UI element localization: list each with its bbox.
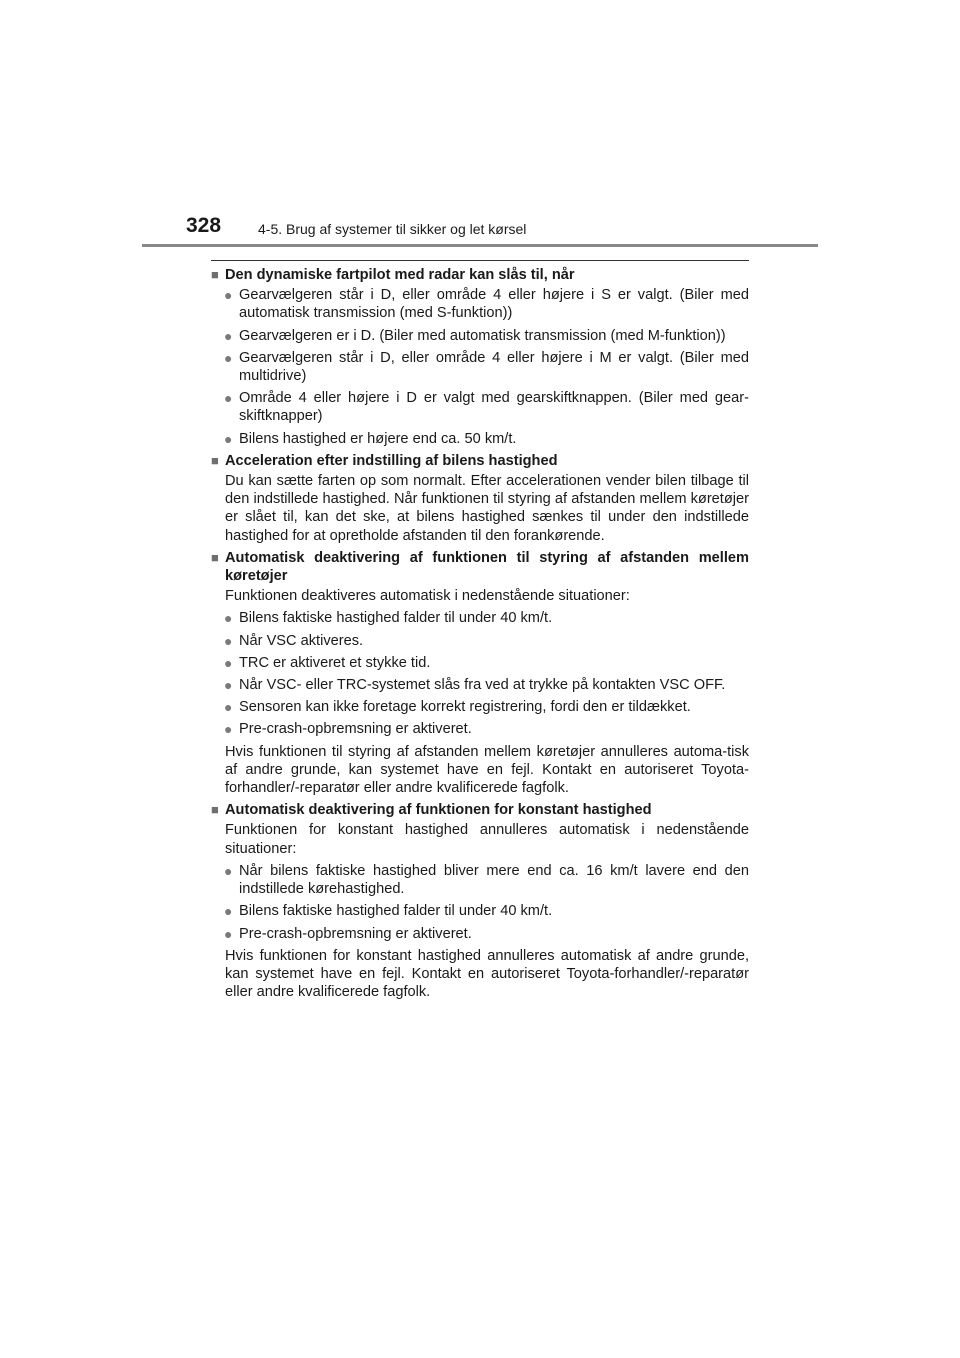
paragraph: Hvis funktionen for konstant hastighed annulleres automatisk af andre grunde, kan systemet have en fejl. Kontakt en autoriseret Toyota-forhandler/-reparatør eller andre kvalificerede fagfolk. (225, 947, 749, 1001)
round-bullet-icon: ● (224, 610, 233, 627)
section-heading (211, 452, 749, 470)
bullet-item (211, 286, 749, 322)
round-bullet-icon: ● (224, 390, 233, 407)
bullet-text: Når VSC- eller TRC-systemet slås fra ved at trykke på kontakten VSC OFF. (239, 677, 726, 694)
round-bullet-icon: ● (224, 903, 233, 920)
section-title: 4-5. Brug af systemer til sikker og let kørsel (258, 221, 527, 237)
round-bullet-icon: ● (224, 287, 233, 304)
bullet-item (211, 902, 749, 920)
bullet-item (211, 925, 749, 943)
bullet-item (211, 862, 749, 898)
paragraph: Funktionen deaktiveres automatisk i nedenstående situationer: (225, 588, 630, 605)
section-heading-text: Automatisk deaktivering af funktionen til styring af afstanden mellem køretøjer (225, 549, 749, 585)
round-bullet-icon: ● (224, 677, 233, 694)
bullet-item (211, 632, 749, 650)
bullet-text: Gearvælgeren står i D, eller område 4 eller højere i S er valgt. (Biler med automatisk transmission (med S-funktion)) (239, 287, 749, 322)
square-bullet-icon: ■ (211, 802, 219, 818)
bullet-text: Bilens hastighed er højere end ca. 50 km/t. (239, 430, 517, 447)
square-bullet-icon: ■ (211, 452, 219, 468)
round-bullet-icon: ● (224, 430, 233, 447)
page-header (0, 0, 960, 250)
bullet-item (211, 430, 749, 448)
section-heading (211, 266, 749, 284)
paragraph: Funktionen for konstant hastighed annulleres automatisk i nedenstående situationer: (225, 822, 749, 857)
section-heading-text: Acceleration efter indstilling af bilens hastighed (225, 452, 558, 469)
square-bullet-icon: ■ (211, 267, 219, 282)
bullet-text: Pre-crash-opbremsning er aktiveret. (239, 925, 472, 942)
header-divider (142, 244, 818, 247)
section-heading-text: Automatisk deaktivering af funktionen for konstant hastighed (225, 802, 652, 819)
bullet-item (211, 349, 749, 385)
round-bullet-icon: ● (224, 862, 233, 879)
section-heading (211, 549, 749, 585)
round-bullet-icon: ● (224, 327, 233, 344)
bullet-text: Når VSC aktiveres. (239, 632, 364, 649)
bullet-item (211, 327, 749, 345)
bullet-text: Bilens faktiske hastighed falder til under 40 km/t. (239, 903, 553, 920)
square-bullet-icon: ■ (211, 549, 219, 565)
section-block (211, 801, 749, 1001)
bullet-text: Gearvælgeren er i D. (Biler med automatisk transmission (med M-funktion)) (239, 327, 726, 344)
bullet-item (211, 720, 749, 738)
bullet-text: Sensoren kan ikke foretage korrekt registrering, fordi den er tildækket. (239, 699, 691, 716)
section-block (211, 452, 749, 545)
bullet-item (211, 609, 749, 627)
round-bullet-icon: ● (224, 699, 233, 716)
bullet-text: Når bilens faktiske hastighed bliver mere end ca. 16 km/t lavere end den indstillede kørehastighed. (239, 862, 749, 898)
round-bullet-icon: ● (224, 654, 233, 671)
round-bullet-icon: ● (224, 349, 233, 366)
paragraph: Hvis funktionen til styring af afstanden mellem køretøjer annulleres automa-tisk af andre grunde, kan systemet have en fejl. Kontakt en autoriseret Toyota-forhandler/-reparatør eller andre kvalificerede fagfolk. (225, 743, 749, 797)
bullet-text: Gearvælgeren står i D, eller område 4 eller højere i M er valgt. (Biler med multidrive) (239, 349, 749, 385)
bullet-text: Pre-crash-opbremsning er aktiveret. (239, 721, 472, 738)
bullet-item (211, 676, 749, 694)
page-content (211, 266, 749, 1005)
section-block (211, 549, 749, 797)
round-bullet-icon: ● (224, 632, 233, 649)
round-bullet-icon: ● (224, 925, 233, 942)
bullet-item (211, 698, 749, 716)
paragraph: Du kan sætte farten op som normalt. Efter accelerationen vender bilen tilbage til den indstillede hastighed. Når funktionen til styring af afstanden mellem køretøjer er slået til, kan det ske, at bilens hastighed sænkes til under den indstillede hastighed for at opretholde afstanden til den forankørende. (225, 473, 749, 544)
bullet-text: Bilens faktiske hastighed falder til under 40 km/t. (239, 610, 553, 627)
page-number: 328 (186, 214, 222, 237)
content-divider (211, 260, 749, 261)
bullet-text: TRC er aktiveret et stykke tid. (239, 654, 431, 671)
bullet-item (211, 389, 749, 425)
bullet-item (211, 654, 749, 672)
bullet-text: Område 4 eller højere i D er valgt med gearskiftknappen. (Biler med gear-skiftknapper) (239, 390, 749, 425)
round-bullet-icon: ● (224, 721, 233, 738)
section-block (211, 266, 749, 448)
section-heading (211, 801, 749, 819)
section-heading-text: Den dynamiske fartpilot med radar kan slås til, når (225, 267, 575, 283)
